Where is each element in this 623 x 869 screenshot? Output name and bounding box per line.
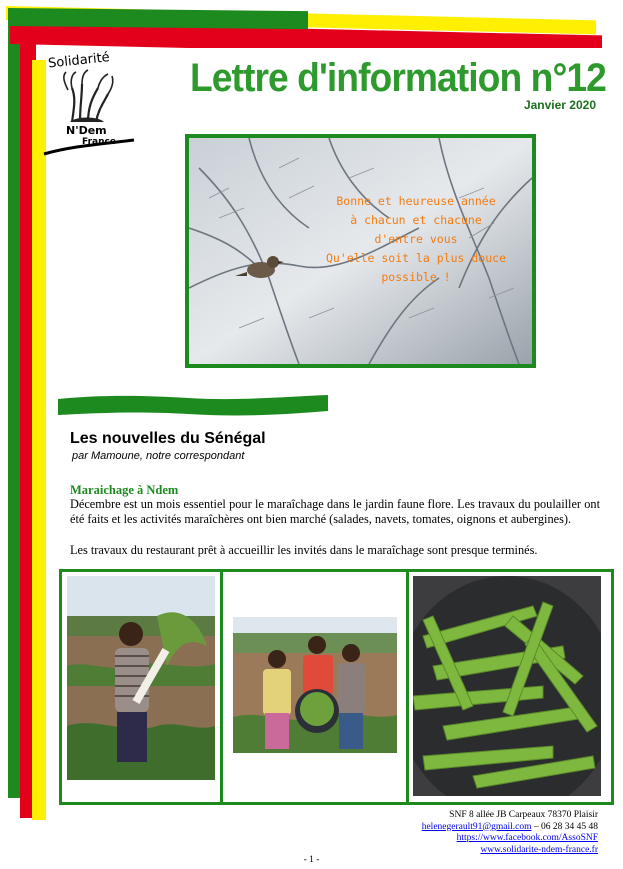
article-paragraph: Les travaux du restaurant prêt à accueillir les invités dans le maraîchage sont presque terminés. (70, 543, 538, 557)
section-byline: par Mamoune, notre correspondant (72, 450, 245, 462)
article-paragraph: Décembre est un mois essentiel pour le maraîchage dans le jardin faune flore. Les travaux du poulailler ont été faits et les activités maraîchères ont bien marché (salades, navets, tomates, oignons et aubergines). (70, 497, 600, 526)
section-title: Les nouvelles du Sénégal (70, 430, 266, 447)
greeting-image (185, 134, 536, 368)
greeting-line: Bonne et heureuse année (336, 194, 496, 208)
yellow-border-left (32, 60, 46, 820)
greeting-line: possible ! (381, 270, 451, 284)
logo-text-mid: N'Dem (66, 124, 107, 137)
newsletter-title: Lettre d'information n°12 (190, 56, 606, 100)
green-border-top (8, 8, 308, 29)
green-ribbon-divider (58, 393, 328, 419)
website-link[interactable]: www.solidarite-ndem-france.fr (480, 844, 598, 855)
footer-email-line (422, 822, 598, 834)
newsletter-date: Janvier 2020 (523, 98, 596, 112)
email-link[interactable]: helenegerault91@gmail.com (421, 821, 532, 832)
photo-children-with-basket (233, 617, 397, 753)
greeting-message (321, 192, 511, 287)
logo-text-top: Solidarité (47, 50, 111, 72)
logo-text-bottom: France (82, 137, 116, 147)
logo (42, 48, 136, 156)
footer-phone: – 06 28 34 45 48 (531, 821, 598, 832)
photo-child-with-radish (67, 576, 215, 780)
greeting-line: Qu'elle soit la plus douce (325, 251, 506, 265)
photo-divider (220, 569, 223, 802)
baobab-logo-icon (42, 48, 136, 156)
footer-contact (422, 810, 598, 856)
photo-divider (406, 569, 409, 802)
page-number: - 1 - (303, 855, 320, 865)
article-subhead: Maraichage à Ndem (70, 483, 179, 497)
footer-address: SNF 8 allée JB Carpeaux 78370 Plaisir (449, 810, 598, 820)
greeting-line: d'entre vous (374, 232, 458, 246)
facebook-link[interactable]: https://www.facebook.com/AssoSNF (456, 833, 598, 843)
photo-okra-pot (413, 576, 601, 796)
greeting-line: à chacun et chacune (350, 213, 482, 227)
